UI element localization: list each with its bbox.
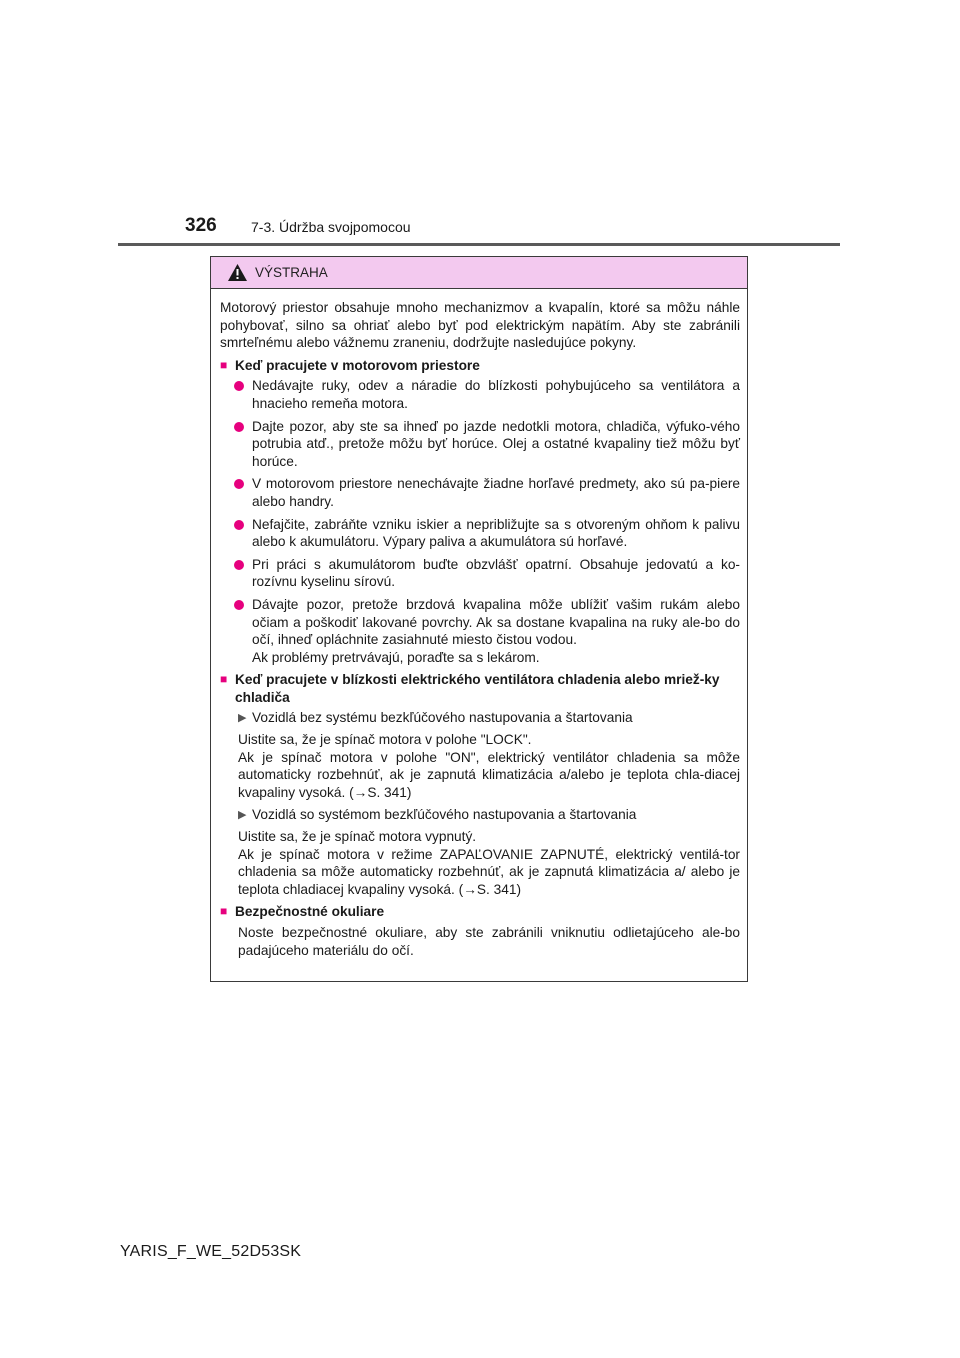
paragraph-line: Ak je spínač motora v polohe "ON", elektrický ventilátor chladenia sa môže automaticky rozbehnúť, ak je zapnutá klimatizácia a/alebo je teplota chla-diacej kvapaliny vysoká. (→S. 341) [238,749,740,800]
sub-heading-text: Vozidlá bez systému bezkľúčového nastupovania a štartovania [252,710,633,726]
list-item-text: V motorovom priestore nenechávajte žiadne horľavé predmety, ako sú pa-piere alebo handry. [252,476,740,509]
list-item-text: Nedávajte ruky, odev a náradie do blízkosti pohybujúceho sa ventilátora a hnacieho remeňa motora. [252,378,740,411]
list-item-text-main: Dávajte pozor, pretože brzdová kvapalina môže ublížiť vašim rukám alebo očiam a poškodiť lakované povrchy. Ak sa dostane kvapalina na ruky ale-bo do očí, ihneď opláchnite zasiahnuté miesto čistou vodou. [252,596,740,648]
document-code: YARIS_F_WE_52D53SK [120,1243,302,1260]
header-divider [118,243,840,246]
list-item [220,556,740,591]
section-heading [220,903,740,921]
section-title: 7-3. Údržba svojpomocou [251,219,411,235]
paragraph [238,828,740,898]
paragraph-line: Ak je spínač motora v režime ZAPAĽOVANIE ZAPNUTÉ, elektrický ventilá-tor chladenia sa môže automaticky rozbehnúť, ak je zapnutá klimatizácia a/ alebo je teplota chladiacej kvapaliny vysoká. (→S. 341) [238,846,740,897]
page-number: 326 [185,215,217,236]
paragraph-line: Uistite sa, že je spínač motora v polohe "LOCK". [238,732,532,748]
bullet-dot-icon [234,520,244,530]
list-item [220,596,740,666]
bullet-dot-icon [234,422,244,432]
warning-title: VÝSTRAHA [255,265,328,280]
square-bullet-icon: ■ [220,672,228,687]
sub-heading [238,709,740,728]
warning-body [211,289,747,959]
bullet-dot-icon [234,479,244,489]
paragraph: Noste bezpečnostné okuliare, aby ste zabránili vniknutiu odlietajúceho ale-bo padajúceho materiálu do očí. [238,925,740,958]
sub-heading [238,806,740,825]
list-item-text: Pri práci s akumulátorom buďte obzvlášť opatrní. Obsahuje jedovatú a ko-rozívnu kyselinu sírovú. [252,556,740,590]
sub-heading-text: Vozidlá so systémom bezkľúčového nastupovania a štartovania [252,807,637,823]
section-heading [220,671,740,706]
list-item [220,516,740,551]
list-item-text: Dajte pozor, aby ste sa ihneď po jazde nedotkli motora, chladiča, výfuko-vého potrubia atď., pretože môžu byť horúce. Olej a ostatné kvapaliny tiež môžu byť horúce. [252,418,740,469]
section-heading [220,357,740,375]
bullet-dot-icon [234,381,244,391]
list-item-text: Nefajčite, zabráňte vzniku iskier a nepribližujte sa s otvoreným ohňom k palivu alebo k akumulátoru. Výpary paliva a akumulátora sú horľavé. [252,516,740,550]
square-bullet-icon: ■ [220,357,228,372]
warning-header [211,257,747,289]
square-bullet-icon: ■ [220,904,228,919]
warning-box [210,256,748,982]
paragraph-line: Uistite sa, že je spínač motora vypnutý. [238,829,477,845]
section-heading-text: Keď pracujete v blízkosti elektrického ventilátora chladenia alebo mriež-ky chladiča [235,672,720,705]
triangle-right-icon: ▶ [238,712,247,725]
list-item-text [252,596,740,666]
bullet-dot-icon [234,600,244,610]
list-item-text-extra: Ak problémy pretrvávajú, poraďte sa s lekárom. [252,649,540,665]
warning-intro: Motorový priestor obsahuje mnoho mechanizmov a kvapalín, ktoré sa môžu náhle pohybovať, silno sa ohriať alebo byť pod elektrickým napätím. Aby ste zabránili smrteľnému alebo vážnemu zraneniu, dodržujte nasledujúce pokyny. [220,300,740,351]
section-heading-text: Bezpečnostné okuliare [235,904,385,920]
list-item [220,475,740,510]
list-item [220,418,740,471]
paragraph [238,731,740,801]
list-item [220,377,740,412]
warning-triangle-icon [227,263,248,282]
section-heading-text: Keď pracujete v motorovom priestore [235,357,480,373]
triangle-right-icon: ▶ [238,809,247,822]
bullet-dot-icon [234,560,244,570]
